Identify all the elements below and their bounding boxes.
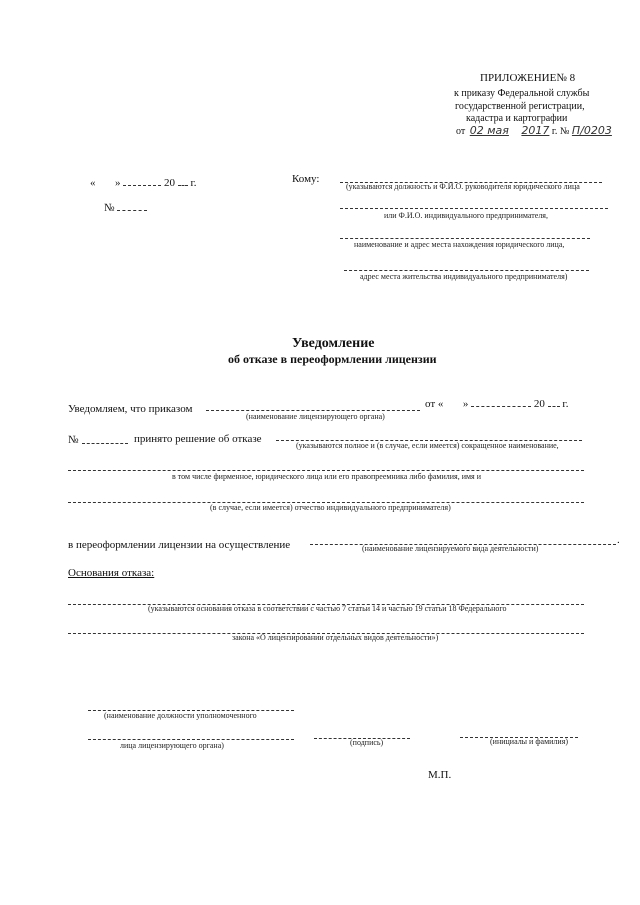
reissue-caption: (наименование лицензируемого вида деятельности) [362, 544, 539, 553]
addressee-line-2 [340, 208, 608, 209]
year-suffix: г. № [551, 126, 570, 137]
addressee-caption-1: (указываются должность и Ф.И.О. руководителя юридического лица [346, 182, 580, 191]
order-number-handwritten: П/0203 [571, 124, 612, 137]
sign-caption: (подпись) [350, 738, 384, 747]
position-caption-1: (наименование должности уполномоченного [104, 711, 257, 720]
patronymic-caption: (в случае, если имеется) отчество индивидуального предпринимателя) [210, 503, 451, 512]
decision-number-line [82, 443, 128, 444]
notify-text: Уведомляем, что приказом [68, 403, 193, 415]
decision-number-label: № [68, 434, 79, 446]
decision-text: принято решение об отказе [134, 433, 262, 445]
notify-line [206, 410, 420, 411]
addressee-caption-2: или Ф.И.О. индивидуального предпринимателя, [384, 211, 548, 220]
firm-line [68, 470, 584, 471]
addressee-caption-4: адрес места жительства индивидуального предпринимателя) [360, 272, 568, 281]
reissue-text: в переоформлении лицензии на осуществление [68, 539, 291, 551]
from-year-suffix: г. [562, 398, 569, 410]
document-subtitle: об отказе в переоформлении лицензии [228, 352, 437, 366]
date-year: 20 [164, 177, 175, 189]
order-year-handwritten: 2017 [521, 124, 550, 137]
order-date-handwritten: 02 мая [469, 124, 509, 137]
addressee-line-4 [344, 270, 589, 271]
firm-caption: в том числе фирменное, юридического лица или его правопреемника либо фамилия, имя и [172, 472, 481, 481]
appendix-date-row [456, 124, 612, 137]
from-year: 20 [533, 398, 545, 410]
appendix-line-2: государственной регистрации, [455, 101, 585, 112]
date-year-suffix: г. [190, 177, 197, 189]
quote-close: » [115, 177, 121, 189]
addressee-line-3 [340, 238, 590, 239]
decision-caption: (указываются полное и (в случае, если имеется) сокращенное наименование, [296, 441, 559, 450]
grounds-caption-1: (указываются основания отказа в соответствии с частью 7 статьи 14 и частью 19 статьи 18 Федерального [148, 604, 507, 613]
notify-caption: (наименование лицензирующего органа) [246, 412, 385, 421]
quote-open: « [90, 177, 96, 189]
position-line-2 [88, 739, 294, 740]
appendix-line-3: кадастра и картографии [466, 113, 568, 124]
addressee-label: Кому: [292, 173, 320, 185]
initials-caption: (инициалы и фамилия) [490, 737, 569, 746]
stamp-placeholder: М.П. [428, 769, 452, 781]
from-date-field [425, 398, 568, 410]
document-title: Уведомление [292, 336, 375, 351]
date-prefix: от [456, 126, 466, 137]
addressee-caption-3: наименование и адрес места нахождения юридического лица, [354, 240, 565, 249]
appendix-title: ПРИЛОЖЕНИЕ№ 8 [480, 72, 576, 84]
from-label: от « [425, 398, 444, 410]
number-label: № [104, 202, 115, 214]
from-close: » [462, 398, 469, 410]
number-field [104, 202, 147, 214]
appendix-line-1: к приказу Федеральной службы [454, 88, 590, 99]
grounds-caption-2: закона «О лицензировании отдельных видов деятельности») [232, 633, 439, 642]
date-field [90, 177, 197, 189]
position-caption-2: лица лицензирующего органа) [120, 741, 224, 750]
reissue-end: . [617, 534, 620, 546]
grounds-label: Основания отказа: [68, 567, 155, 579]
